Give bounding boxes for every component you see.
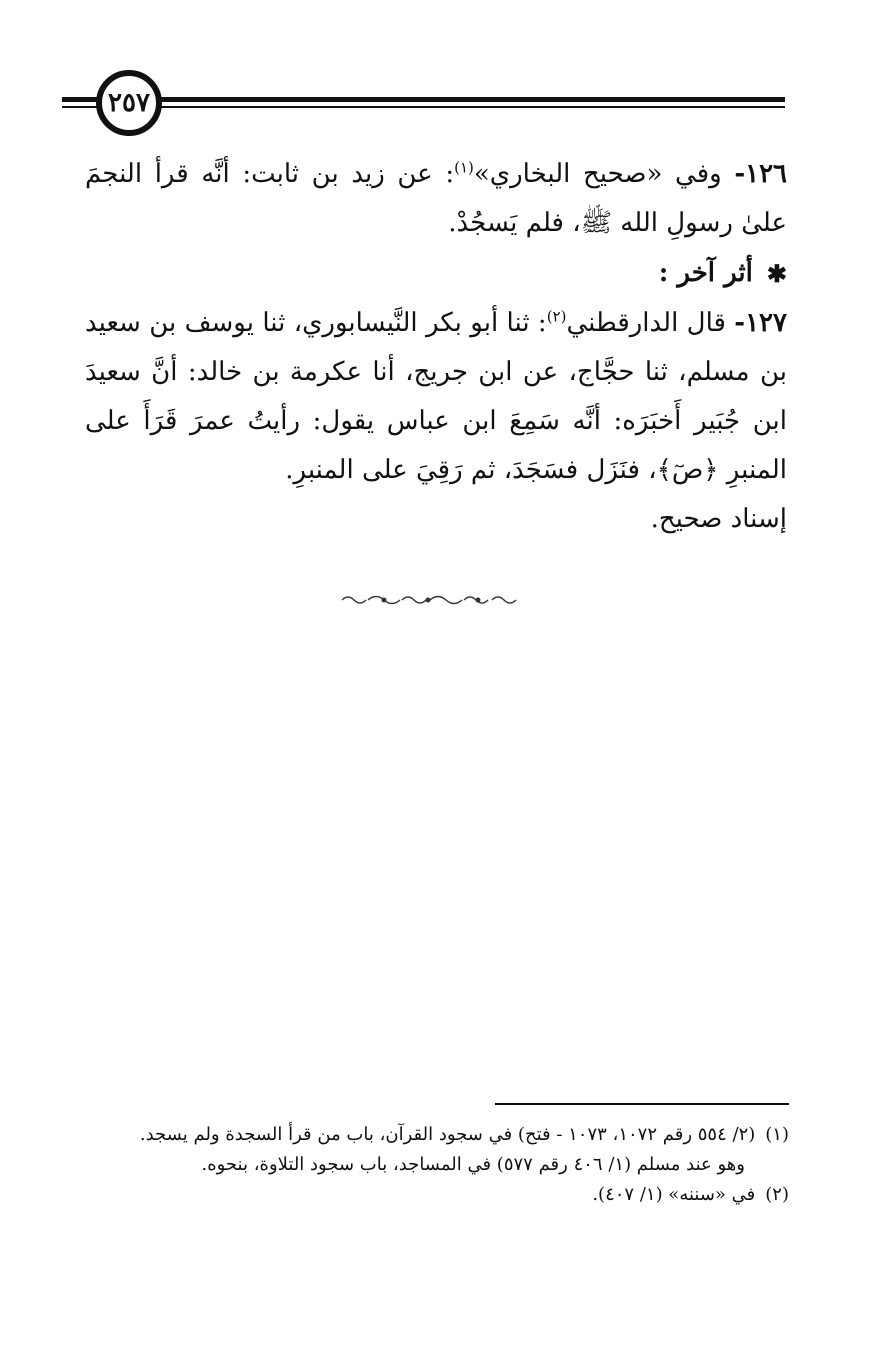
footnote-1 <box>67 1120 789 1150</box>
footnotes <box>67 1120 789 1210</box>
entry-text-end: : عن زيد بن ثابت: أنَّه قرأ النجمَ علىٰ رسولِ الله ﷺ، فلم يَسجُدْ. <box>85 159 787 238</box>
entry-text-start: قال الدارقطني <box>566 308 735 338</box>
footnote-text: في «سننه» (١/ ٤٠٧). <box>592 1184 756 1205</box>
entry-text-end: : ثنا أبو بكر النَّيسابوري، ثنا يوسف بن سعيد بن مسلم، ثنا حجَّاج، عن ابن جريج، أنا عكرمة بن خالد: أنَّ سعيدَ ابن جُبَير أَخبَرَه: أنَّه سَمِعَ ابن عباس يقول: رأيتُ عمرَ قَرَأَ على المنبرِ ﴿صٓ﴾، فنَزَل فسَجَدَ، ثم رَقِيَ على المنبرِ. <box>85 308 787 485</box>
subheading <box>85 248 787 299</box>
page-number-badge <box>96 70 162 136</box>
section-ornament <box>338 592 522 608</box>
entry-number: ١٢٦- <box>734 159 788 189</box>
header-rule <box>62 97 785 102</box>
footnote-mark: (٢) <box>765 1184 789 1205</box>
header-rule-thin <box>62 106 785 108</box>
footnote-reference[interactable]: (١) <box>454 158 474 177</box>
entry-text-start: وفي «صحيح البخاري» <box>473 159 735 189</box>
main-text <box>85 150 787 544</box>
entry-127 <box>85 299 787 495</box>
footnote-reference[interactable]: (٢) <box>546 307 567 326</box>
footnote-text: وهو عند مسلم (١/ ٤٠٦ رقم ٥٧٧) في المساجد، باب سجود التلاوة، بنحوه. <box>201 1154 745 1175</box>
footnote-text: (٢/ ٥٥٤ رقم ١٠٧٢، ١٠٧٣ - فتح) في سجود القرآن، باب من قرأ السجدة ولم يسجد. <box>139 1124 756 1145</box>
asterisk-icon: ✱ <box>766 259 787 288</box>
subheading-title: أثر آخر : <box>658 258 753 288</box>
entry-number: ١٢٧- <box>734 308 787 338</box>
page-number: ٢٥٧ <box>108 88 150 118</box>
entry-126 <box>85 150 787 248</box>
isnad-grading: إسناد صحيح. <box>650 504 787 534</box>
ornament-icon <box>338 592 522 608</box>
footnote-mark: (١) <box>765 1124 789 1145</box>
footnote-1-continuation <box>67 1150 789 1180</box>
footnote-separator <box>495 1103 789 1105</box>
footnote-2 <box>67 1180 789 1210</box>
